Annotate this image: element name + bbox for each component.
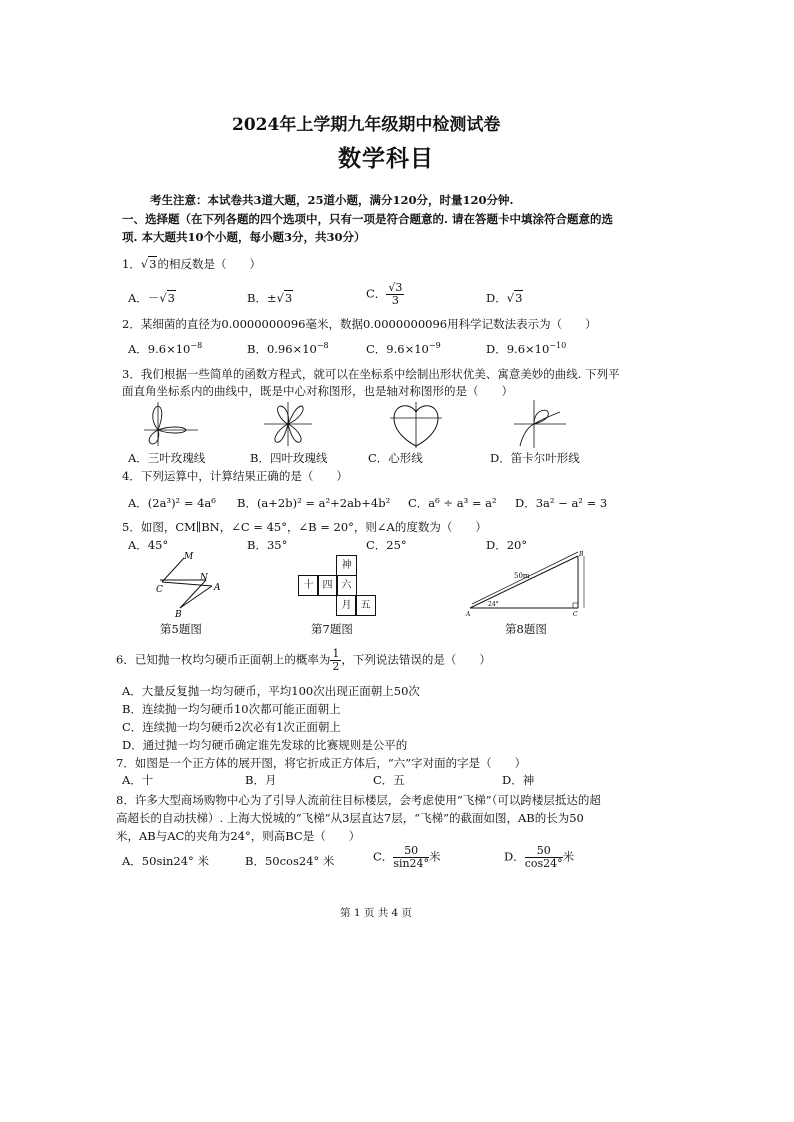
q2-option-a: A．$9.6\times 10^{-8}$	[128, 341, 203, 356]
q4-option-b: B．(a+2b)² = a²+2ab+4b²	[237, 496, 391, 510]
fig5-label-n: N	[200, 573, 208, 583]
q5-option-c: C．25°	[366, 538, 407, 552]
exam-notice: 考生注意：本试卷共3道大题，25道小题，满分120分，时量120分钟.	[150, 193, 514, 207]
folium-of-descartes-figure	[512, 398, 568, 450]
figure-7-cube-net	[298, 555, 378, 617]
figure-5-caption: 第5题图	[160, 622, 202, 636]
fig8-length-label: 50m	[514, 572, 530, 580]
q1-option-a: A．－√3	[128, 291, 175, 305]
q6-option-b: B．连续抛一均匀硬币10次都可能正面朝上	[122, 702, 341, 716]
figure-8-escalator	[462, 550, 592, 620]
cube-face-left1: 十	[298, 575, 319, 596]
fig8-label-b: B	[579, 551, 584, 558]
q8-stem-line1: 8．许多大型商场购物中心为了引导人流前往目标楼层，会考虑使用“飞梯”（可以跨楼层抵达的超	[116, 793, 601, 807]
q5-stem: 5．如图，CM∥BN，∠C = 45°，∠B = 20°，则∠A的度数为（ ）	[122, 520, 487, 534]
q2-stem: 2．某细菌的直径为0.0000000096毫米，数据0.0000000096用科学记数法表示为（ ）	[122, 317, 597, 331]
q2-option-b: B．$0.96\times 10^{-8}$	[247, 341, 329, 356]
q7-option-b: B．月	[245, 773, 277, 787]
subject-title: 数学科目	[338, 145, 434, 172]
q2-option-c: C．$9.6\times 10^{-9}$	[366, 341, 441, 356]
fig5-label-m: M	[184, 552, 194, 562]
q3-option-c: C．心形线	[368, 451, 423, 465]
q8-stem-line3: 米，AB与AC的夹角为24°，则高BC是（ ）	[116, 829, 361, 843]
three-leaf-rose-figure	[140, 400, 200, 448]
fig8-label-c: C	[573, 611, 578, 618]
q7-option-d: D．神	[502, 773, 535, 787]
fig8-label-a: A	[466, 611, 471, 618]
q5-option-d: D．20°	[486, 538, 528, 552]
q6-option-d: D．通过抛一均匀硬币确定谁先发球的比赛规则是公平的	[122, 738, 408, 752]
q4-option-a: A．(2a³)² = 4a⁶	[128, 496, 216, 510]
q7-stem: 7．如图是一个正方体的展开图，将它折成正方体后，“六”字对面的字是（ ）	[116, 756, 527, 770]
page-number: 第 1 页 共 4 页	[340, 907, 413, 919]
fig5-label-b: B	[175, 610, 182, 620]
fig5-label-c: C	[156, 585, 163, 595]
q3-stem-line1: 3．我们根据一些简单的函数方程式，就可以在坐标系中绘制出形状优美、寓意美妙的曲线. 下列平	[122, 367, 620, 381]
q4-option-c: C．a⁶ ÷ a³ = a²	[408, 496, 497, 510]
cube-face-center: 六	[336, 575, 357, 596]
cube-face-left2: 四	[317, 575, 338, 596]
q6-stem: 6．已知抛一枚均匀硬币正面朝上的概率为 $\frac{1}{2}$ ，下列说法错误的是（ ）	[116, 647, 491, 674]
q7-option-a: A．十	[122, 773, 154, 787]
q8-option-b: B．50cos24° 米	[245, 854, 335, 868]
q4-option-d: D．3a² − a² = 3	[515, 496, 608, 510]
q1-option-d: D．√3	[486, 291, 523, 305]
cube-face-bottom2: 五	[355, 595, 376, 616]
q8-stem-line2: 高超长的自动扶梯）. 上海大悦城的“飞梯”从3层直达7层，“飞梯”的截面如图，AB的长为50	[116, 811, 584, 825]
q8-option-c: C． $\frac{50}{\sin 24^\circ}$ 米	[373, 844, 441, 871]
heart-curve-figure	[388, 400, 444, 450]
figure-8-caption: 第8题图	[505, 622, 547, 636]
q6-option-c: C．连续抛一均匀硬币2次必有1次正面朝上	[122, 720, 341, 734]
q3-option-d: D．笛卡尔叶形线	[490, 451, 580, 465]
exam-title: 2024年上学期九年级期中检测试卷	[232, 115, 501, 135]
section1-heading-line2: 项. 本大题共10个小题，每小题3分，共30分）	[122, 230, 366, 244]
q8-option-d: D． $\frac{50}{\cos 24^\circ}$ 米	[504, 844, 575, 871]
q6-option-a: A．大量反复抛一均匀硬币，平均100次出现正面朝上50次	[122, 684, 420, 698]
q3-option-a: A．三叶玫瑰线	[128, 451, 206, 465]
cube-face-bottom1: 月	[336, 595, 357, 616]
figure-7-caption: 第7题图	[311, 622, 353, 636]
q4-stem: 4．下列运算中，计算结果正确的是（ ）	[122, 469, 348, 483]
q1-option-b: B．±√3	[247, 291, 293, 305]
fig8-angle-label: 24°	[488, 601, 499, 608]
cube-face-top: 神	[336, 555, 357, 576]
q2-option-d: D．$9.6\times 10^{-10}$	[486, 341, 567, 356]
section1-heading-line1: 一、选择题（在下列各题的四个选项中，只有一项是符合题意的. 请在答题卡中填涂符合题意的选	[122, 212, 614, 226]
q1-option-c: C． $\frac{√3}{3}$	[366, 281, 403, 308]
q8-option-a: A．50sin24° 米	[122, 854, 209, 868]
four-leaf-rose-figure	[262, 400, 314, 448]
figure-5-parallel-lines	[150, 550, 230, 620]
q7-option-c: C．五	[373, 773, 405, 787]
q5-option-a: A．45°	[128, 538, 169, 552]
q5-option-b: B．35°	[247, 538, 288, 552]
q3-stem-line2: 面直角坐标系内的曲线中，既是中心对称图形，也是轴对称图形的是（ ）	[122, 384, 513, 398]
q1-stem: 1．√3的相反数是（ ）	[122, 257, 261, 271]
q3-option-b: B．四叶玫瑰线	[250, 451, 328, 465]
fig5-label-a: A	[214, 583, 221, 593]
